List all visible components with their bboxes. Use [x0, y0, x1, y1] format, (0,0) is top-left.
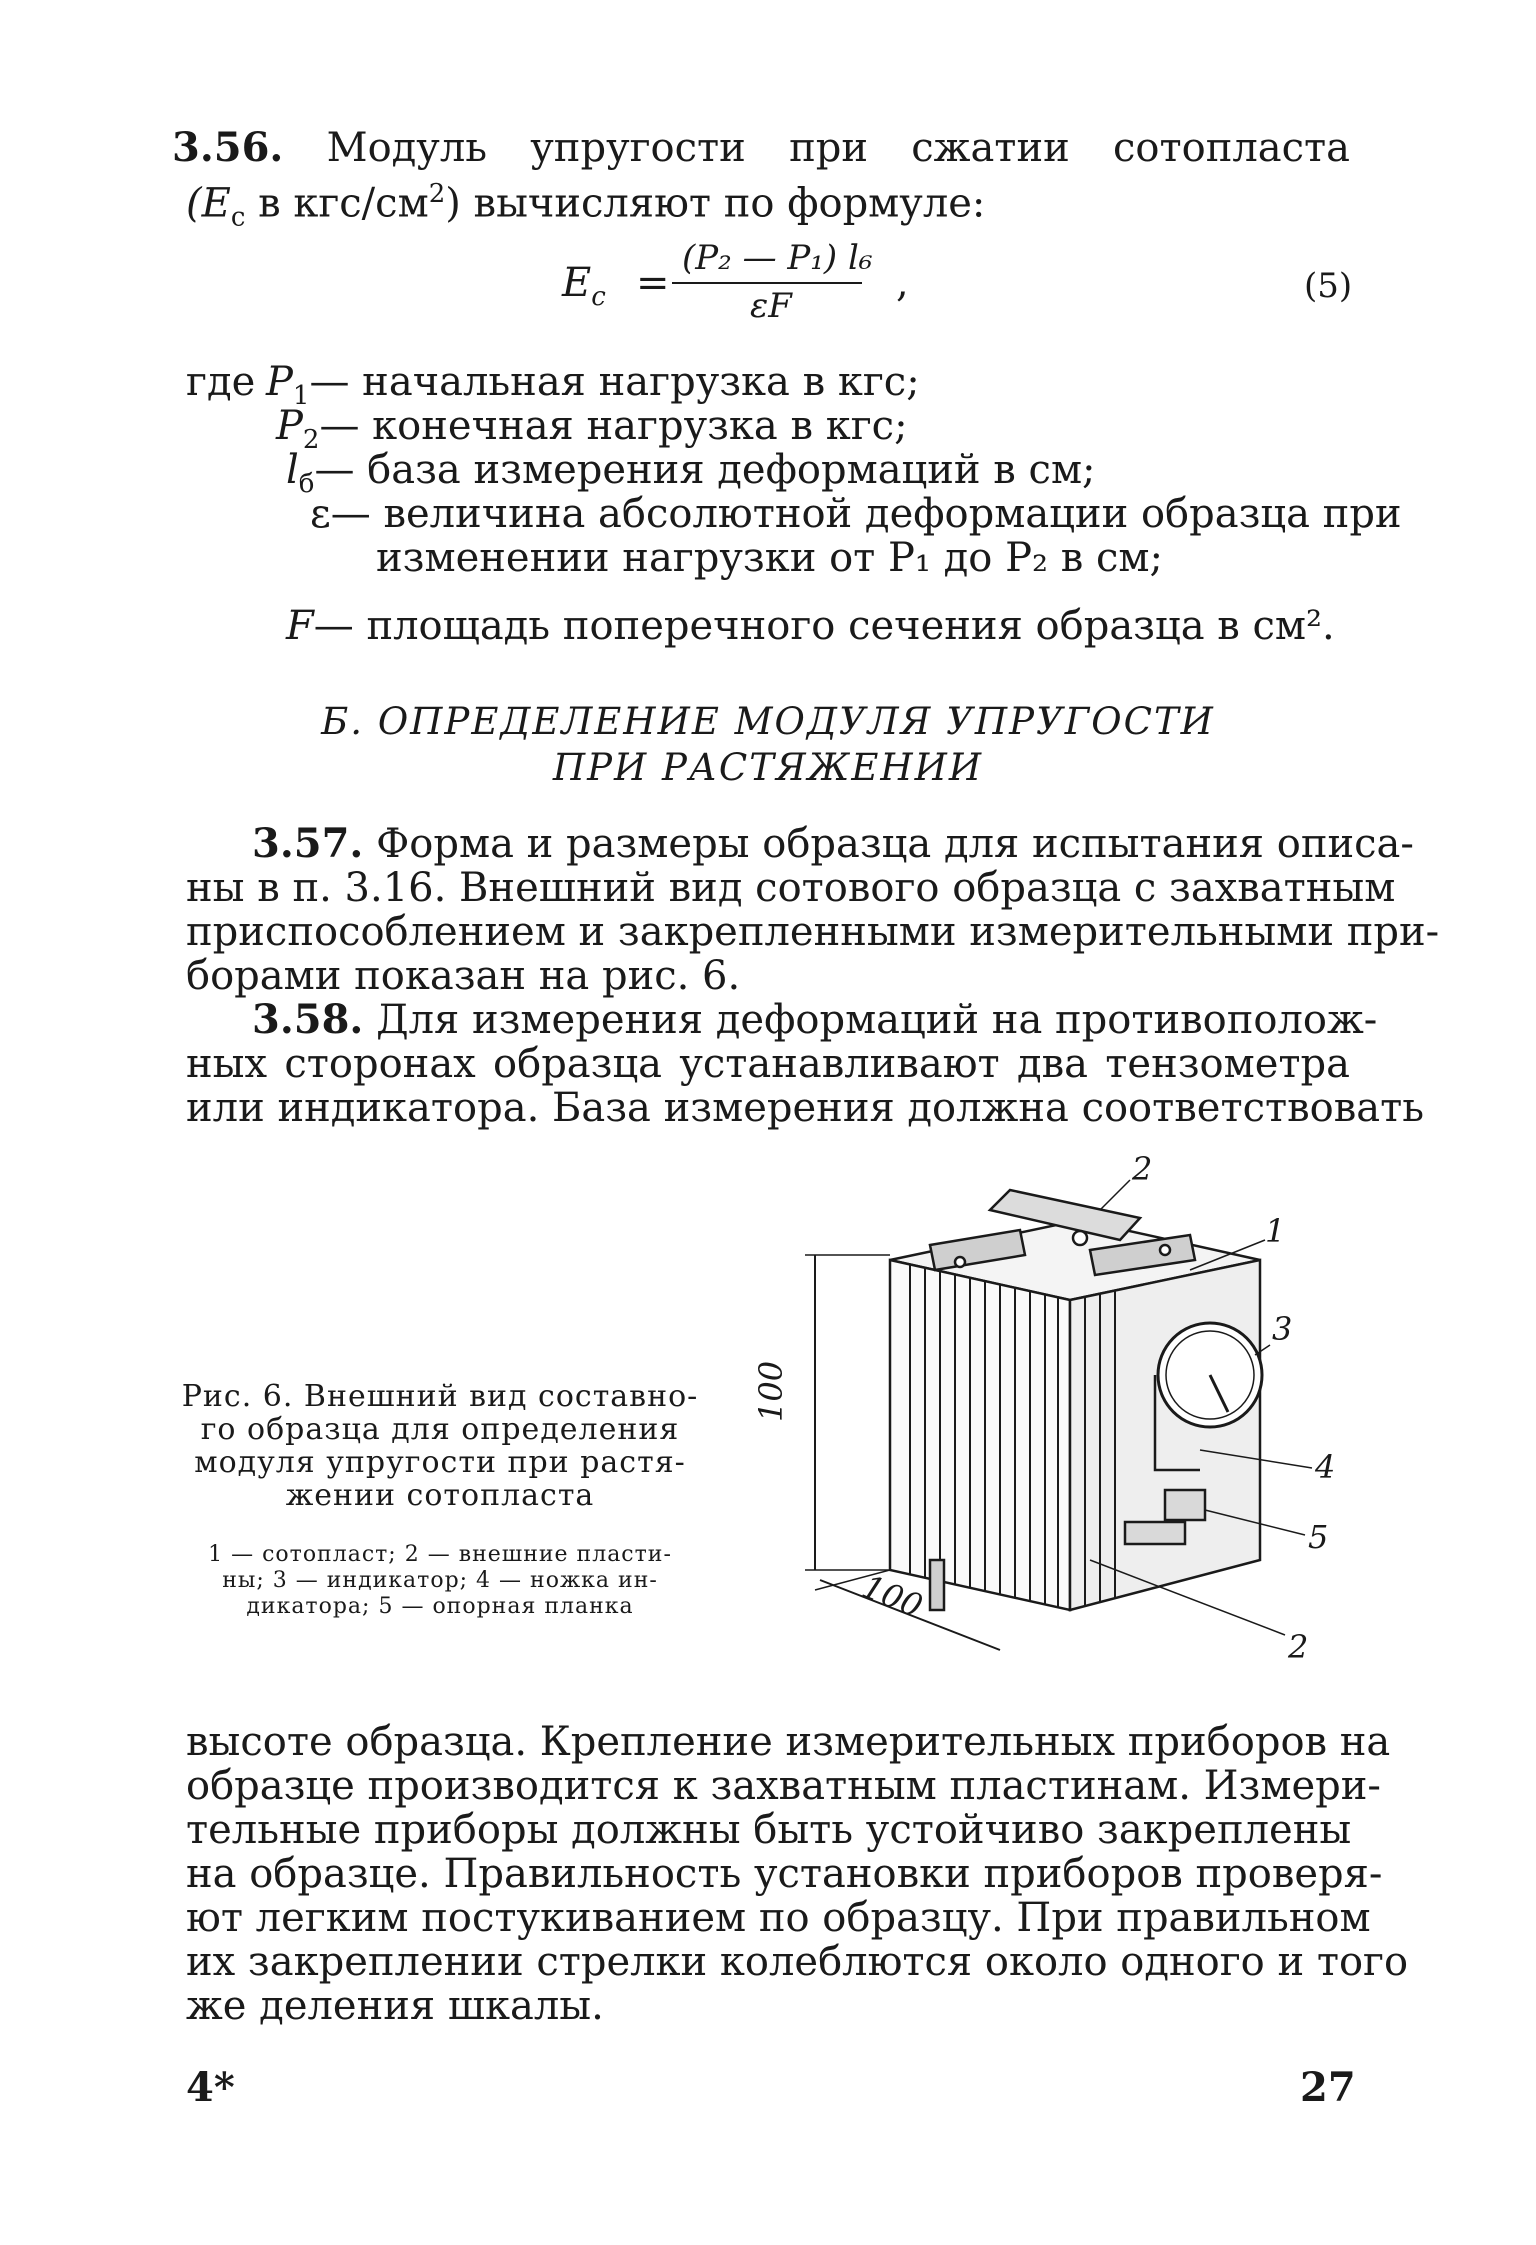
s356-number: 3.56. [172, 124, 284, 171]
s356-line2: ($E_c$ в кгс/$см^2$) вычисляют по формуле: [186, 179, 986, 233]
s357-line1: 3.57. Форма и размеры образца для испытания описа- [252, 820, 1414, 867]
tail-line4: на образце. Правильность установки приборов проверя- [186, 1851, 1383, 1897]
bottom-plate [930, 1560, 944, 1610]
fraction-bar [672, 282, 862, 284]
height-dimension-label: 100 [752, 1360, 790, 1422]
signature-mark: 4* [186, 2064, 235, 2111]
tail-line3: тельные приборы должны быть устойчиво закреплены [186, 1807, 1352, 1853]
section-heading-line1: Б. ОПРЕДЕЛЕНИЕ МОДУЛЯ УПРУГОСТИ [321, 700, 1215, 743]
s357-line2: ны в п. 3.16. Внешний вид сотового образца с захватным [186, 865, 1396, 911]
section-heading-line2: ПРИ РАСТЯЖЕНИИ [552, 746, 984, 789]
label-4: 4 [1315, 1448, 1336, 1486]
tail-line6: их закреплении стрелки колеблются около одного и того [186, 1939, 1409, 1985]
s356-line1 [172, 126, 1350, 170]
formula-5: $E_c$ = (P₂ — P₁) l₆ εF , (5) [562, 238, 1353, 326]
label-2-top: 2 [1132, 1150, 1153, 1188]
label-2-bottom: 2 [1288, 1628, 1309, 1666]
support-bar [1165, 1490, 1205, 1520]
label-3: 3 [1272, 1310, 1293, 1348]
tail-line2: образце производится к захватным пластинам. Измери- [186, 1763, 1381, 1809]
s357-number: 3.57. [252, 820, 364, 867]
tail-line5: ют легким постукиванием по образцу. При правильном [186, 1895, 1371, 1941]
s357-line4: борами показан на рис. 6. [186, 953, 741, 999]
s358-line1: 3.58. Для измерения деформаций на противополож- [252, 996, 1378, 1043]
s358-number: 3.58. [252, 996, 364, 1043]
grip-hole [1073, 1231, 1087, 1245]
label-1: 1 [1265, 1212, 1286, 1250]
formula-equals: = [636, 260, 670, 306]
tail-line7: же деления шкалы. [186, 1983, 604, 2029]
where-word: где [186, 359, 256, 405]
formula-lhs: E [562, 260, 592, 306]
where-item-f: F— площадь поперечного сечения образца в см². [286, 603, 1335, 649]
front-face [890, 1260, 1070, 1610]
tail-line1: высоте образца. Крепление измерительных приборов на [186, 1719, 1391, 1765]
right-face [1070, 1260, 1260, 1610]
s358-line2: ных сторонах образца устанавливают два тензометра [186, 1041, 1350, 1087]
formula-numerator: (P₂ — P₁) l₆ [682, 238, 873, 278]
where-item-p1: $P_1—$ начальная нагрузка в кгс; [266, 359, 920, 411]
where-item-lb: $l_б—$ база измерения деформаций в см; [286, 447, 1096, 499]
s357-line3: приспособлением и закрепленными измерительными при- [186, 909, 1440, 955]
formula-number: (5) [1304, 266, 1353, 306]
where-item-eps: ε— величина абсолютной деформации образца при [310, 491, 1402, 537]
s356-text1: Модуль упругости при сжатии сотопласта [326, 125, 1351, 171]
label-5: 5 [1308, 1518, 1329, 1556]
s358-line3: или индикатора. База измерения должна соответствовать [186, 1085, 1424, 1131]
where-item-p2: $P_2—$ конечная нагрузка в кгс; [276, 403, 908, 455]
specimen-drawing [752, 1150, 1360, 1670]
page-number: 27 [1300, 2064, 1356, 2111]
formula-denominator: εF [750, 286, 792, 326]
where-item-eps-cont: изменении нагрузки от P₁ до P₂ в см; [376, 535, 1163, 581]
width-dimension-label: 100 [857, 1567, 928, 1626]
